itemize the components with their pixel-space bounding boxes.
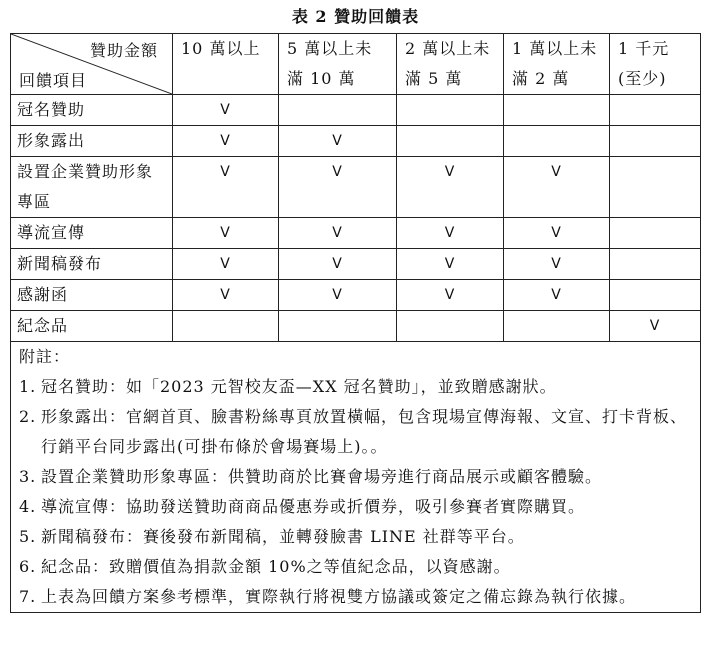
check-mark: V — [504, 218, 610, 249]
check-mark: V — [504, 157, 610, 218]
notes-title: 附註： — [19, 347, 71, 366]
check-mark: V — [279, 249, 397, 280]
note-text: 設置企業贊助形象專區：供贊助商於比賽會場旁進行商品展示或顧客體驗。 — [41, 467, 603, 486]
note-text: 形象露出：官網首頁、臉書粉絲專頁放置橫幅，包含現場宣傳海報、文宣、打卡背板、行銷平台同步露出(可掛布條於會場賽場上)。。 — [41, 407, 688, 456]
note-item — [19, 522, 692, 552]
column-header: 10 萬以上 — [173, 34, 279, 95]
row-item-label: 導流宣傳 — [11, 218, 173, 249]
note-text: 上表為回饋方案參考標準，實際執行將視雙方協議或簽定之備忘錄為執行依據。 — [41, 587, 637, 606]
column-header: 2 萬以上未滿 5 萬 — [397, 34, 504, 95]
check-mark — [279, 311, 397, 342]
column-header: 5 萬以上未滿 10 萬 — [279, 34, 397, 95]
check-mark — [504, 95, 610, 126]
note-number: 3. — [19, 467, 37, 486]
check-mark: V — [279, 218, 397, 249]
check-mark — [397, 311, 504, 342]
notes-row — [11, 342, 701, 613]
note-number: 1. — [19, 377, 37, 396]
row-item-label: 形象露出 — [11, 126, 173, 157]
check-mark — [397, 95, 504, 126]
check-mark — [610, 95, 701, 126]
note-item — [19, 552, 692, 582]
note-number: 7. — [19, 587, 37, 606]
check-mark: V — [173, 218, 279, 249]
check-mark: V — [504, 280, 610, 311]
row-item-label: 設置企業贊助形象專區 — [11, 157, 173, 218]
check-mark: V — [279, 280, 397, 311]
check-mark: V — [173, 249, 279, 280]
row-item-label: 紀念品 — [11, 311, 173, 342]
row-item-label: 冠名贊助 — [11, 95, 173, 126]
note-number: 6. — [19, 557, 37, 576]
table-row — [11, 311, 701, 342]
check-mark — [610, 218, 701, 249]
corner-label-amount: 贊助金額 — [89, 41, 158, 60]
note-text: 導流宣傳：協助發送贊助商商品優惠券或折價券，吸引參賽者實際購買。 — [41, 497, 586, 516]
table-row — [11, 95, 701, 126]
note-item — [19, 462, 692, 492]
check-mark: V — [397, 249, 504, 280]
check-mark: V — [279, 126, 397, 157]
corner-label-item: 回饋項目 — [19, 71, 88, 90]
check-mark: V — [504, 249, 610, 280]
row-item-label: 新聞稿發布 — [11, 249, 173, 280]
note-text: 紀念品：致贈價值為捐款金額 10%之等值紀念品，以資感謝。 — [41, 557, 511, 576]
check-mark — [397, 126, 504, 157]
notes-cell — [11, 342, 701, 613]
check-mark: V — [397, 218, 504, 249]
note-number: 5. — [19, 527, 37, 546]
check-mark — [610, 280, 701, 311]
check-mark — [610, 126, 701, 157]
note-item — [19, 372, 692, 402]
note-number: 4. — [19, 497, 37, 516]
table-row — [11, 218, 701, 249]
row-item-label: 感謝函 — [11, 280, 173, 311]
table-row — [11, 249, 701, 280]
check-mark: V — [173, 126, 279, 157]
check-mark — [610, 157, 701, 218]
table-row — [11, 280, 701, 311]
check-mark: V — [279, 157, 397, 218]
column-header: 1 千元(至少) — [610, 34, 701, 95]
note-item — [19, 402, 692, 462]
check-mark: V — [173, 280, 279, 311]
note-item — [19, 582, 692, 612]
check-mark — [504, 311, 610, 342]
check-mark: V — [397, 157, 504, 218]
check-mark: V — [610, 311, 701, 342]
check-mark: V — [397, 280, 504, 311]
note-number: 2. — [19, 407, 37, 426]
table-row — [11, 126, 701, 157]
header-row — [11, 34, 701, 95]
column-header: 1 萬以上未滿 2 萬 — [504, 34, 610, 95]
corner-header-cell — [11, 34, 173, 95]
note-text: 新聞稿發布：賽後發布新聞稿，並轉發臉書 LINE 社群等平台。 — [41, 527, 525, 546]
check-mark — [504, 126, 610, 157]
note-item — [19, 492, 692, 522]
check-mark — [173, 311, 279, 342]
table-row — [11, 157, 701, 218]
sponsorship-table — [10, 33, 701, 613]
check-mark: V — [173, 157, 279, 218]
check-mark: V — [173, 95, 279, 126]
check-mark — [279, 95, 397, 126]
note-text: 冠名贊助：如「2023 元智校友盃—XX 冠名贊助」，並致贈感謝狀。 — [41, 377, 557, 396]
table-caption: 表 2 贊助回饋表 — [291, 7, 420, 26]
check-mark — [610, 249, 701, 280]
